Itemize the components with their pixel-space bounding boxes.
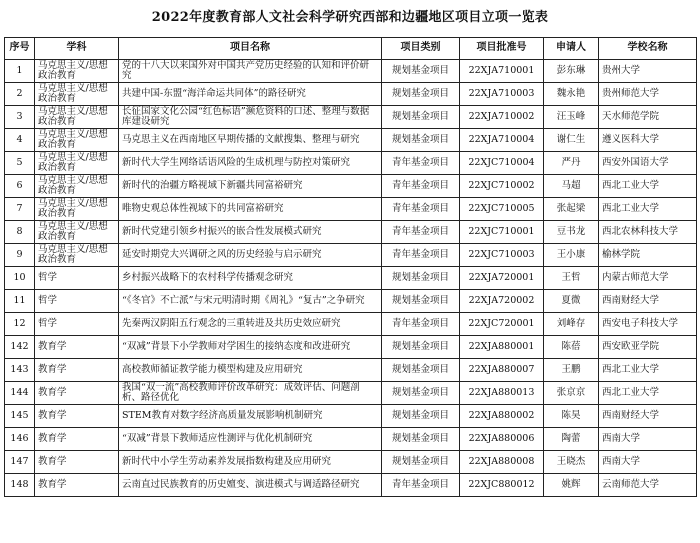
row-index: 142 [5, 336, 35, 359]
row-applicant: 夏微 [544, 290, 599, 313]
row-school: 西北工业大学 [599, 359, 697, 382]
table-row [5, 244, 697, 267]
row-subject: 马克思主义/思想政治教育 [35, 129, 119, 152]
table-row [5, 290, 697, 313]
table-row [5, 451, 697, 474]
row-subject: 马克思主义/思想政治教育 [35, 244, 119, 267]
row-subject: 哲学 [35, 290, 119, 313]
row-applicant: 张京京 [544, 382, 599, 405]
row-project-name: “双减”背景下小学教师对学困生的接纳态度和改进研究 [119, 336, 382, 359]
row-index: 148 [5, 474, 35, 497]
row-applicant: 王哲 [544, 267, 599, 290]
row-school: 西安欧亚学院 [599, 336, 697, 359]
table-row [5, 106, 697, 129]
table-row [5, 83, 697, 106]
row-project-type: 青年基金项目 [382, 474, 460, 497]
row-approval-number: 22XJA880001 [460, 336, 544, 359]
row-applicant: 谢仁生 [544, 129, 599, 152]
row-project-name: 我国“双一流”高校教师评价改革研究：成效评估、问题剖析、路径优化 [119, 382, 382, 405]
table-row [5, 474, 697, 497]
row-school: 西安外国语大学 [599, 152, 697, 175]
row-project-name: 新时代的治疆方略视域下新疆共同富裕研究 [119, 175, 382, 198]
row-subject: 教育学 [35, 451, 119, 474]
row-project-name: 新时代中小学生劳动素养发展指数构建及应用研究 [119, 451, 382, 474]
table-row [5, 267, 697, 290]
row-project-type: 青年基金项目 [382, 221, 460, 244]
row-project-type: 规划基金项目 [382, 290, 460, 313]
row-applicant: 马超 [544, 175, 599, 198]
row-project-name: 新时代大学生网络话语风险的生成机理与防控对策研究 [119, 152, 382, 175]
row-project-type: 规划基金项目 [382, 336, 460, 359]
row-applicant: 陈昊 [544, 405, 599, 428]
row-applicant: 陶蕾 [544, 428, 599, 451]
row-project-type: 规划基金项目 [382, 129, 460, 152]
row-subject: 哲学 [35, 267, 119, 290]
row-approval-number: 22XJA710001 [460, 60, 544, 83]
table-row [5, 129, 697, 152]
row-index: 9 [5, 244, 35, 267]
row-index: 7 [5, 198, 35, 221]
row-applicant: 彭东琳 [544, 60, 599, 83]
row-school: 西南财经大学 [599, 405, 697, 428]
row-approval-number: 22XJC710004 [460, 152, 544, 175]
row-applicant: 刘峰存 [544, 313, 599, 336]
row-project-name: 新时代党建引领乡村振兴的嵌合性发展模式研究 [119, 221, 382, 244]
row-project-name: 乡村振兴战略下的农村科学传播观念研究 [119, 267, 382, 290]
row-approval-number: 22XJA710004 [460, 129, 544, 152]
row-subject: 哲学 [35, 313, 119, 336]
row-school: 内蒙古师范大学 [599, 267, 697, 290]
row-index: 145 [5, 405, 35, 428]
row-approval-number: 22XJC880012 [460, 474, 544, 497]
row-school: 西北工业大学 [599, 198, 697, 221]
row-school: 贵州大学 [599, 60, 697, 83]
row-school: 西南财经大学 [599, 290, 697, 313]
row-index: 8 [5, 221, 35, 244]
row-applicant: 严丹 [544, 152, 599, 175]
row-project-type: 青年基金项目 [382, 313, 460, 336]
row-project-type: 规划基金项目 [382, 405, 460, 428]
row-project-name: STEM教育对数字经济高质量发展影响机制研究 [119, 405, 382, 428]
header-project-name: 项目名称 [119, 38, 382, 60]
row-project-type: 规划基金项目 [382, 382, 460, 405]
row-subject: 马克思主义/思想政治教育 [35, 60, 119, 83]
row-applicant: 张起梁 [544, 198, 599, 221]
table-row [5, 198, 697, 221]
table-header [5, 38, 697, 60]
row-project-name: 延安时期党大兴调研之风的历史经验与启示研究 [119, 244, 382, 267]
row-project-type: 青年基金项目 [382, 152, 460, 175]
table-body [5, 60, 697, 497]
table-row [5, 313, 697, 336]
row-project-type: 规划基金项目 [382, 106, 460, 129]
document-title: 2022年度教育部人文社会科学研究西部和边疆地区项目立项一览表 [151, 10, 549, 25]
row-school: 西南大学 [599, 451, 697, 474]
row-subject: 马克思主义/思想政治教育 [35, 198, 119, 221]
row-subject: 马克思主义/思想政治教育 [35, 221, 119, 244]
header-school: 学校名称 [599, 38, 697, 60]
row-index: 4 [5, 129, 35, 152]
row-approval-number: 22XJC710003 [460, 244, 544, 267]
row-index: 143 [5, 359, 35, 382]
row-project-name: 唯物史观总体性视域下的共同富裕研究 [119, 198, 382, 221]
row-subject: 马克思主义/思想政治教育 [35, 106, 119, 129]
row-subject: 教育学 [35, 336, 119, 359]
table-row [5, 152, 697, 175]
row-applicant: 王晓杰 [544, 451, 599, 474]
row-school: 贵州师范大学 [599, 83, 697, 106]
header-applicant: 申请人 [544, 38, 599, 60]
table-row [5, 221, 697, 244]
row-subject: 马克思主义/思想政治教育 [35, 83, 119, 106]
row-index: 146 [5, 428, 35, 451]
row-subject: 教育学 [35, 474, 119, 497]
row-project-name: 党的十八大以来国外对中国共产党历史经验的认知和评价研究 [119, 60, 382, 83]
row-project-name: “双减”背景下教师适应性测评与优化机制研究 [119, 428, 382, 451]
row-school: 西北工业大学 [599, 175, 697, 198]
row-school: 西南大学 [599, 428, 697, 451]
row-approval-number: 22XJA880008 [460, 451, 544, 474]
table-row [5, 175, 697, 198]
row-school: 天水师范学院 [599, 106, 697, 129]
row-subject: 马克思主义/思想政治教育 [35, 175, 119, 198]
row-index: 12 [5, 313, 35, 336]
row-index: 144 [5, 382, 35, 405]
row-project-name: 马克思主义在西南地区早期传播的文献搜集、整理与研究 [119, 129, 382, 152]
row-index: 10 [5, 267, 35, 290]
row-index: 11 [5, 290, 35, 313]
row-project-name: 长征国家文化公园“红色标语”濒危资料的口述、整理与数据库建设研究 [119, 106, 382, 129]
row-applicant: 陈蓓 [544, 336, 599, 359]
row-project-name: 高校教师循证教学能力模型构建及应用研究 [119, 359, 382, 382]
row-school: 西安电子科技大学 [599, 313, 697, 336]
table-row [5, 336, 697, 359]
row-index: 147 [5, 451, 35, 474]
row-applicant: 姚辉 [544, 474, 599, 497]
header-project-type: 项目类别 [382, 38, 460, 60]
row-project-name: 先秦两汉阴阳五行观念的三重转进及共历史效应研究 [119, 313, 382, 336]
row-project-name: “《冬官》不亡派”与宋元明清时期《周礼》“复古”之争研究 [119, 290, 382, 313]
row-project-type: 规划基金项目 [382, 60, 460, 83]
row-index: 1 [5, 60, 35, 83]
row-approval-number: 22XJA880002 [460, 405, 544, 428]
row-school: 云南师范大学 [599, 474, 697, 497]
row-approval-number: 22XJA720001 [460, 267, 544, 290]
row-index: 5 [5, 152, 35, 175]
row-project-type: 青年基金项目 [382, 198, 460, 221]
table-row [5, 359, 697, 382]
row-project-type: 青年基金项目 [382, 244, 460, 267]
row-subject: 教育学 [35, 428, 119, 451]
header-subject: 学科 [35, 38, 119, 60]
row-approval-number: 22XJA720002 [460, 290, 544, 313]
row-applicant: 王鹏 [544, 359, 599, 382]
row-applicant: 王小康 [544, 244, 599, 267]
row-approval-number: 22XJA880007 [460, 359, 544, 382]
row-approval-number: 22XJC710002 [460, 175, 544, 198]
row-school: 西北农林科技大学 [599, 221, 697, 244]
row-subject: 教育学 [35, 382, 119, 405]
row-project-type: 规划基金项目 [382, 451, 460, 474]
row-project-type: 规划基金项目 [382, 428, 460, 451]
table-row [5, 382, 697, 405]
row-school: 遵义医科大学 [599, 129, 697, 152]
row-applicant: 豆书龙 [544, 221, 599, 244]
row-project-type: 青年基金项目 [382, 175, 460, 198]
row-approval-number: 22XJC710005 [460, 198, 544, 221]
row-project-type: 规划基金项目 [382, 359, 460, 382]
header-approval-number: 项目批准号 [460, 38, 544, 60]
row-index: 3 [5, 106, 35, 129]
row-approval-number: 22XJA880006 [460, 428, 544, 451]
row-project-type: 规划基金项目 [382, 83, 460, 106]
row-index: 2 [5, 83, 35, 106]
header-index: 序号 [5, 38, 35, 60]
row-approval-number: 22XJC720001 [460, 313, 544, 336]
row-project-name: 云南直过民族教育的历史嬗变、演进模式与调适路径研究 [119, 474, 382, 497]
row-subject: 教育学 [35, 359, 119, 382]
project-table [4, 37, 697, 497]
row-applicant: 汪玉峰 [544, 106, 599, 129]
row-subject: 教育学 [35, 405, 119, 428]
table-row [5, 428, 697, 451]
table-row [5, 405, 697, 428]
row-approval-number: 22XJA710002 [460, 106, 544, 129]
header-row [5, 38, 697, 60]
row-project-type: 规划基金项目 [382, 267, 460, 290]
row-school: 西北工业大学 [599, 382, 697, 405]
row-index: 6 [5, 175, 35, 198]
row-applicant: 魏永艳 [544, 83, 599, 106]
row-school: 榆林学院 [599, 244, 697, 267]
row-approval-number: 22XJA880013 [460, 382, 544, 405]
row-subject: 马克思主义/思想政治教育 [35, 152, 119, 175]
row-project-name: 共建中国-东盟“海洋命运共同体”的路径研究 [119, 83, 382, 106]
row-approval-number: 22XJA710003 [460, 83, 544, 106]
table-row [5, 60, 697, 83]
row-approval-number: 22XJC710001 [460, 221, 544, 244]
